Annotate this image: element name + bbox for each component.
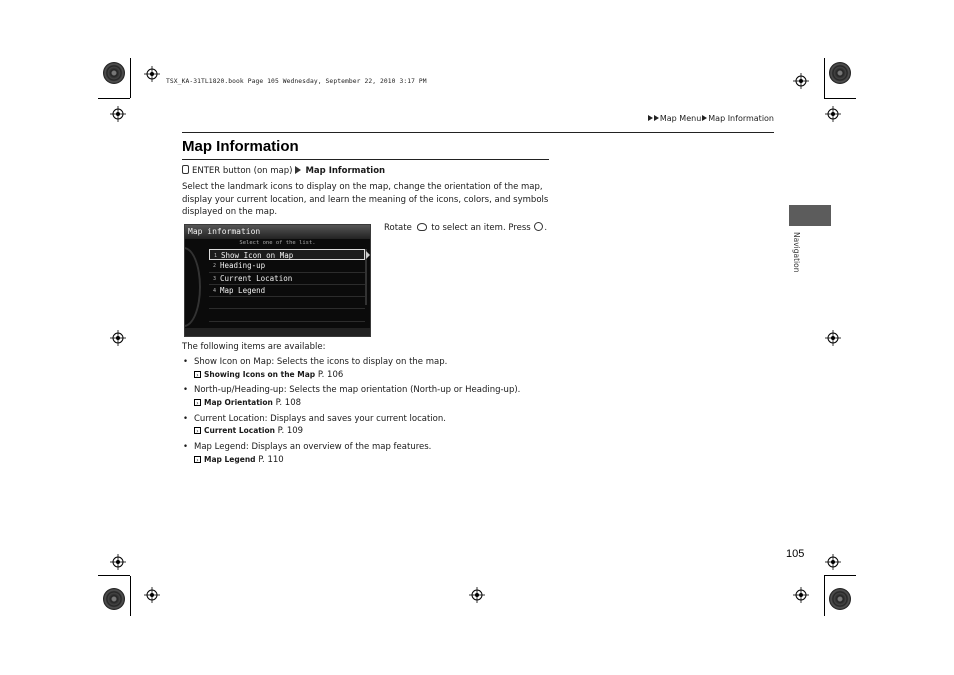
registration-seal-icon bbox=[829, 588, 851, 610]
registration-seal-icon bbox=[829, 62, 851, 84]
reference-page[interactable]: P. 106 bbox=[317, 370, 344, 380]
registration-target-icon bbox=[144, 587, 160, 603]
crop-mark bbox=[98, 98, 130, 99]
screen-menu-item[interactable] bbox=[209, 285, 365, 297]
reference-page[interactable]: P. 110 bbox=[258, 455, 284, 465]
crop-mark bbox=[824, 98, 856, 99]
registration-target-icon bbox=[793, 73, 809, 89]
cross-reference[interactable] bbox=[194, 370, 343, 380]
registration-target-icon bbox=[469, 587, 485, 603]
cross-reference[interactable] bbox=[194, 426, 303, 436]
page-number: 105 bbox=[786, 548, 805, 560]
reference-page[interactable]: P. 109 bbox=[277, 426, 304, 436]
header-rule bbox=[182, 132, 774, 133]
item-desc-end: ). bbox=[514, 385, 521, 395]
reference-title[interactable]: Current Location bbox=[204, 426, 275, 435]
bullet-icon: • bbox=[183, 385, 189, 395]
screen-menu-empty-row bbox=[209, 297, 365, 309]
item-term: Show Icon on Map: bbox=[194, 357, 275, 367]
rotate-dial-icon bbox=[417, 223, 427, 231]
menu-path-target: Map Information bbox=[305, 166, 386, 176]
item-term: Current Location: bbox=[194, 414, 268, 424]
screen-menu-item[interactable] bbox=[209, 260, 365, 272]
reference-arrow-icon: › bbox=[194, 427, 201, 434]
cross-reference[interactable] bbox=[194, 398, 301, 408]
registration-target-icon bbox=[144, 66, 160, 82]
path-arrow-icon bbox=[295, 166, 301, 174]
book-header: TSX_KA-31TL1820.book Page 105 Wednesday, September 22, 2010 3:17 PM bbox=[166, 78, 427, 85]
reference-title[interactable]: Map Legend bbox=[204, 455, 256, 464]
list-item bbox=[183, 414, 446, 424]
list-item bbox=[183, 357, 447, 367]
crop-mark bbox=[130, 576, 131, 616]
registration-seal-icon bbox=[103, 62, 125, 84]
reference-page[interactable]: P. 108 bbox=[275, 398, 302, 408]
section-tab[interactable] bbox=[789, 205, 831, 226]
option-or: or bbox=[453, 385, 463, 395]
registration-target-icon bbox=[825, 554, 841, 570]
screen-title: Map information bbox=[188, 227, 261, 236]
reference-arrow-icon: › bbox=[194, 456, 201, 463]
crop-mark bbox=[98, 575, 130, 576]
rotate-text: Rotate bbox=[384, 223, 412, 233]
home-button-icon bbox=[182, 165, 189, 174]
press-knob-icon bbox=[534, 222, 543, 231]
section-tab-label: Navigation bbox=[792, 232, 801, 273]
screen-menu-item-number: 3 bbox=[212, 275, 216, 282]
screen-menu-item-label: Show Icon on Map bbox=[221, 251, 294, 260]
breadcrumb bbox=[648, 114, 774, 123]
registration-target-icon bbox=[825, 330, 841, 346]
screen-menu-empty-row bbox=[209, 309, 365, 321]
registration-target-icon bbox=[110, 106, 126, 122]
item-term: Map Legend: bbox=[194, 442, 249, 452]
screen-menu-list bbox=[209, 249, 365, 322]
screen-menu-item-label: Current Location bbox=[220, 273, 293, 283]
bullet-icon: • bbox=[183, 357, 189, 367]
breadcrumb-arrow-icon bbox=[702, 115, 707, 121]
list-item bbox=[183, 385, 520, 395]
interface-dial-icon bbox=[184, 247, 201, 327]
item-term: North-up/Heading-up: bbox=[194, 385, 287, 395]
screen-menu-item-label: Map Legend bbox=[220, 285, 266, 295]
crop-mark bbox=[824, 576, 825, 616]
rotate-instruction bbox=[384, 222, 547, 233]
select-text: to select an item. Press bbox=[431, 223, 531, 233]
breadcrumb-arrow-icon bbox=[648, 115, 653, 121]
bullet-icon: • bbox=[183, 442, 189, 452]
registration-seal-icon bbox=[103, 588, 125, 610]
crop-mark bbox=[824, 58, 825, 98]
screen-menu-item-number: 2 bbox=[212, 263, 216, 270]
screen-menu-item-label: Heading-up bbox=[220, 261, 266, 271]
breadcrumb-section[interactable]: Map Menu bbox=[659, 114, 702, 123]
menu-path-prefix: ENTER button (on map) bbox=[192, 166, 293, 176]
screen-menu-item[interactable] bbox=[209, 273, 365, 285]
reference-arrow-icon: › bbox=[194, 371, 201, 378]
crop-mark bbox=[824, 575, 856, 576]
screen-bottombar bbox=[185, 328, 370, 336]
reference-arrow-icon: › bbox=[194, 399, 201, 406]
breadcrumb-page: Map Information bbox=[708, 114, 774, 123]
intro-paragraph: Select the landmark icons to display on the map, change the orientation of the map, display your current location, and learn the meaning of the icons, colors, and symbols displayed on the map. bbox=[182, 182, 549, 218]
registration-target-icon bbox=[825, 106, 841, 122]
registration-target-icon bbox=[110, 330, 126, 346]
reference-title[interactable]: Showing Icons on the Map bbox=[204, 370, 316, 379]
cross-reference[interactable] bbox=[194, 455, 284, 465]
title-rule bbox=[182, 159, 549, 160]
registration-target-icon bbox=[793, 587, 809, 603]
items-intro: The following items are available: bbox=[182, 342, 326, 352]
screen-subtitle: Select one of the list. bbox=[239, 240, 316, 246]
option-heading-up: Heading-up bbox=[465, 385, 515, 395]
screen-menu-item-number: 4 bbox=[212, 287, 216, 294]
bullet-icon: • bbox=[183, 414, 189, 424]
menu-path bbox=[182, 165, 385, 176]
rotate-end: . bbox=[544, 223, 548, 233]
registration-target-icon bbox=[110, 554, 126, 570]
option-north-up: North-up bbox=[413, 385, 452, 395]
list-item bbox=[183, 442, 431, 452]
item-desc: Selects the map orientation ( bbox=[289, 385, 414, 395]
reference-title[interactable]: Map Orientation bbox=[204, 398, 273, 407]
screen-menu-item[interactable] bbox=[209, 249, 365, 260]
item-desc: Displays and saves your current location. bbox=[270, 414, 446, 424]
page-title: Map Information bbox=[182, 138, 299, 155]
item-desc: Selects the icons to display on the map. bbox=[276, 357, 448, 367]
breadcrumb-arrow-icon bbox=[654, 115, 659, 121]
map-information-screen bbox=[184, 224, 371, 337]
item-desc: Displays an overview of the map features. bbox=[251, 442, 432, 452]
screen-menu-item-number: 1 bbox=[213, 253, 217, 259]
crop-mark bbox=[130, 58, 131, 98]
